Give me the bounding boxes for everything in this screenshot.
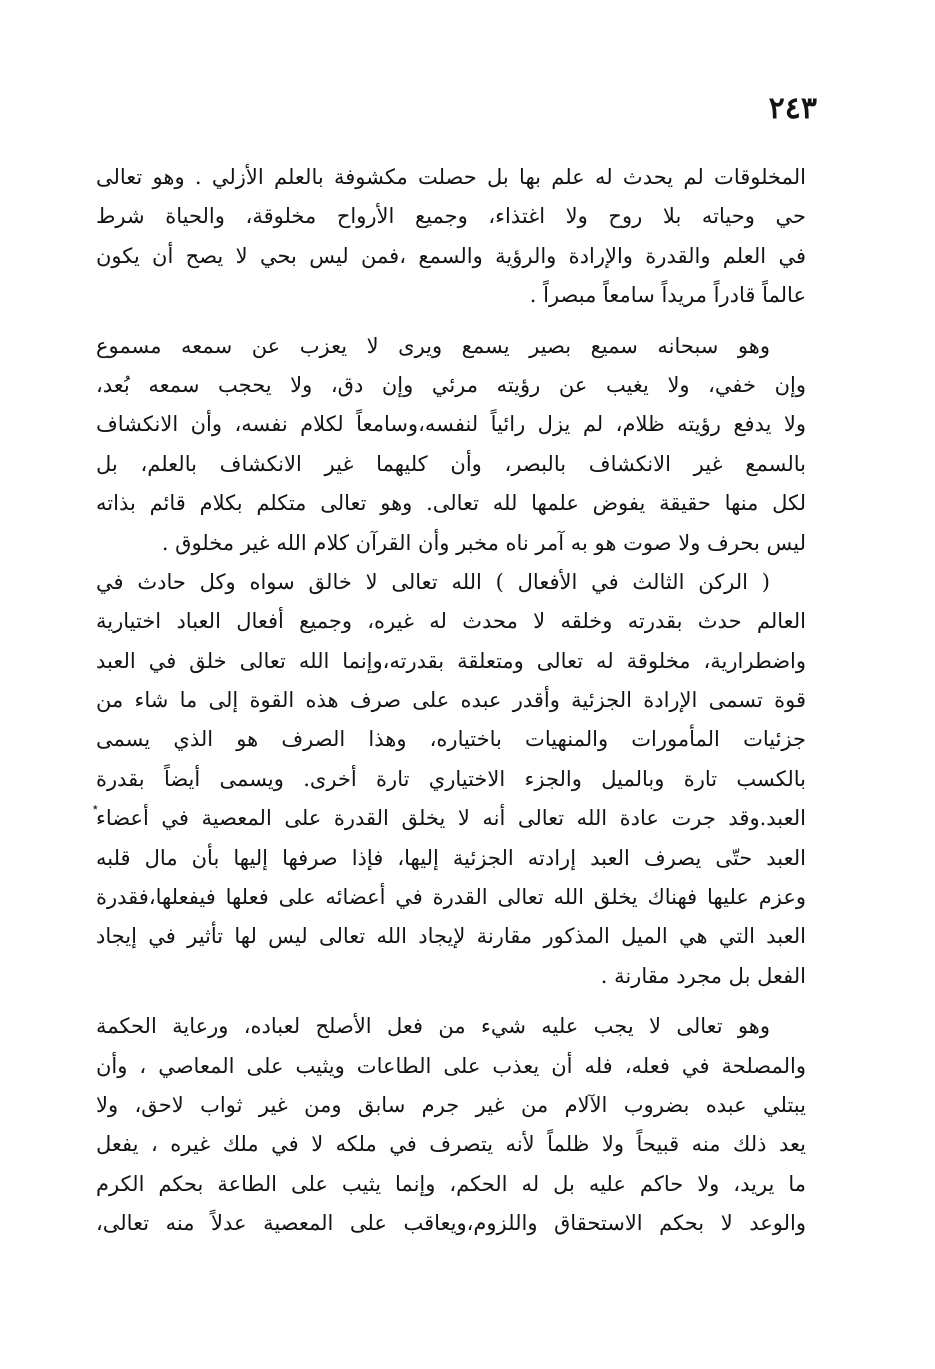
text-line: الفعل بل مجرد مقارنة . bbox=[600, 963, 806, 988]
text-line: يبتلي عبده بضروب الآلام من غير جرم سابق ومن غير ثواب لاحق، ولا bbox=[96, 1092, 806, 1117]
text-line: وهو سبحانه سميع بصير يسمع ويرى لا يعزب عن سمعه مسموع bbox=[96, 333, 770, 358]
text-line: في العلم والقدرة والإرادة والرؤية والسمع ،فمن ليس بحي لا يصح أن يكون bbox=[96, 243, 806, 268]
text-line: يعد ذلك منه قبيحاً ولا ظلماً لأنه يتصرف في ملكه لا في ملك غيره ، يفعل bbox=[96, 1132, 806, 1157]
text-line: بالسمع غير الانكشاف بالبصر، وأن كليهما غير الانكشاف بالعلم، بل bbox=[96, 451, 806, 476]
page-number: ٢٤٣ bbox=[768, 91, 817, 126]
text-line: العبد التي هي الميل المذكور مقارنة لإيجاد الله تعالى ليس لها تأثير في إيجاد bbox=[96, 924, 806, 949]
paragraph bbox=[96, 158, 806, 316]
text-line: والوعد لا بحكم الاستحقاق واللزوم،ويعاقب على المعصية عدلاً منه تعالى، bbox=[96, 1211, 806, 1236]
page-body bbox=[96, 158, 806, 1244]
text-line: العبد.وقد جرت عادة الله تعالى أنه لا يخلق القدرة على المعصية في أعضاء bbox=[96, 806, 806, 831]
text-line: وهو تعالى لا يجب عليه شيء من فعل الأصلح لعباده، ورعاية الحكمة bbox=[96, 1014, 770, 1039]
text-line: وإن خفي، ولا يغيب عن رؤيته مرئي وإن دق، ولا يحجب سمعه بُعد، bbox=[96, 372, 806, 397]
text-line: واضطرارية، مخلوقة له تعالى ومتعلقة بقدرته،وإنما الله تعالى خلق في العبد bbox=[96, 648, 806, 673]
text-line: حي وحياته بلا روح ولا اغتذاء، وجميع الأرواح مخلوقة، والحياة شرط bbox=[96, 204, 806, 229]
text-line: ما يريد، ولا حاكم عليه بل له الحكم، وإنما يثيب على الطاعة بحكم الكرم bbox=[96, 1171, 806, 1196]
text-line: ليس بحرف ولا صوت هو به آمر ناه مخبر وأن القرآن كلام الله غير مخلوق . bbox=[161, 530, 806, 555]
text-line: جزئيات المأمورات والمنهيات باختياره، وهذا الصرف هو الذي يسمى bbox=[96, 727, 806, 752]
text-line: ( الركن الثالث في الأفعال ) الله تعالى لا خالق سواه وكل حادث في bbox=[96, 569, 770, 594]
text-line: العالم حدث بقدرته وخلقه لا محدث له غيره، وجميع أفعال العباد اختيارية bbox=[96, 609, 806, 634]
text-line: وعزم عليها فهناك يخلق الله تعالى القدرة في أعضائه على فعلها فيفعلها،فقدرة bbox=[96, 885, 806, 910]
text-line: عالماً قادراً مريداً سامعاً مبصراً . bbox=[529, 283, 806, 308]
paragraph bbox=[96, 563, 806, 996]
paragraph bbox=[96, 327, 806, 563]
paragraph bbox=[96, 1007, 806, 1243]
text-line: قوة تسمى الإرادة الجزئية وأقدر عبده على صرف هذه القوة إلى ما شاء من bbox=[96, 688, 806, 713]
paragraph-gap bbox=[96, 996, 806, 1007]
text-line: ولا يدفع رؤيته ظلام، لم يزل رائياً لنفسه،وسامعاً لكلام نفسه، وأن الانكشاف bbox=[96, 412, 806, 437]
text-line: العبد حتّى يصرف العبد إرادته الجزئية إليها، فإذا صرفها إليها بأن مال قلبه bbox=[96, 845, 806, 870]
text-line: لكل منها حقيقة يفوض علمها لله تعالى. وهو تعالى متكلم بكلام قائم بذاته bbox=[96, 491, 806, 516]
margin-speck: ٭ bbox=[92, 800, 99, 814]
paragraph-gap bbox=[96, 316, 806, 327]
text-line: المخلوقات لم يحدث له علم بها بل حصلت مكشوفة بالعلم الأزلي . وهو تعالى bbox=[96, 165, 806, 189]
text-line: والمصلحة في فعله، فله أن يعذب على الطاعات ويثيب على المعاصي ، وأن bbox=[96, 1053, 806, 1078]
text-line: بالكسب تارة وبالميل والجزء الاختياري تارة أخرى. ويسمى أيضاً بقدرة bbox=[96, 766, 806, 791]
